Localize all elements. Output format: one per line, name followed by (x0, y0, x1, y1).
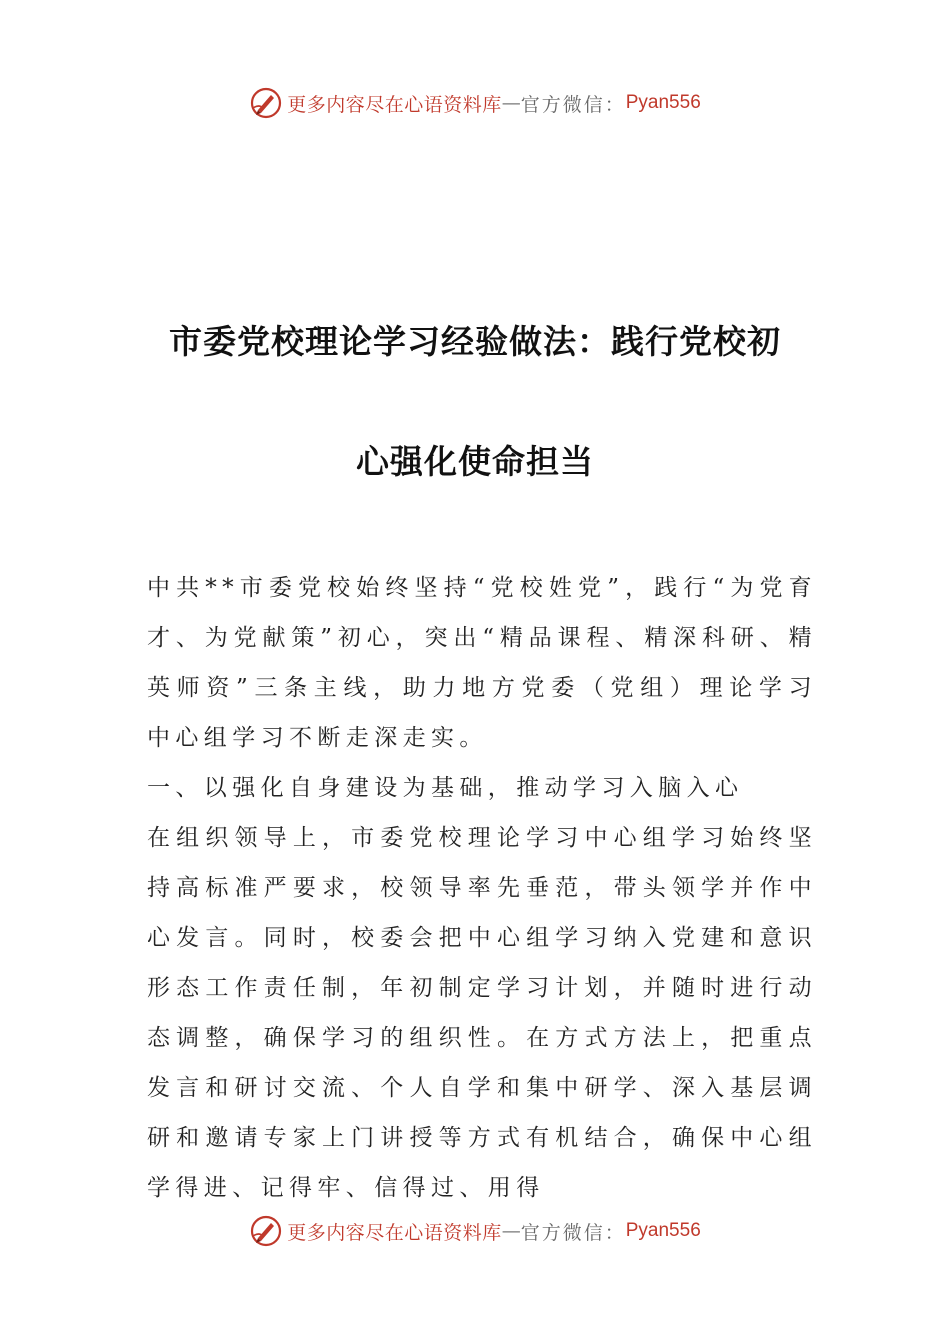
watermark-wechat-label: 官方微信： (520, 1221, 626, 1244)
document-title-line-1: 市委党校理论学习经验做法：践行党校初 (169, 322, 781, 361)
header-watermark (0, 83, 950, 123)
paragraph-organization: 在组织领导上，市委党校理论学习中心组学习始终坚持高标准严要求，校领导率先垂范，带头领学并作中心发言。同时，校委会把中心组学习纳入党建和意识形态工作责任制，年初制定学习计划，并随时进行动态调整，确保学习的组织性。在方式方法上，把重点发言和研讨交流、个人自学和集中研学、深入基层调研和邀请专家上门讲授等方式有机结合，确保中心组学得进、记得牢、信得过、用得 (147, 825, 817, 1201)
watermark-wechat-id: Pyan556 (625, 92, 701, 113)
section-heading-1: 一、以强化自身建设为基础，推动学习入脑入心 (147, 775, 744, 801)
document-body (147, 563, 817, 1213)
watermark-brand-text: 更多内容尽在心语资料库 (287, 1221, 502, 1244)
watermark-wechat-id: Pyan556 (625, 1220, 701, 1241)
watermark-brand-text: 更多内容尽在心语资料库 (287, 93, 502, 116)
pen-circle-logo-icon (249, 1214, 283, 1248)
document-title-line-2: 心强化使命担当 (356, 442, 594, 481)
paragraph-intro: 中共**市委党校始终坚持“党校姓党”，践行“为党育才、为党献策”初心，突出“精品课程、精深科研、精英师资”三条主线，助力地方党委（党组）理论学习中心组学习不断走深走实。 (147, 575, 817, 751)
watermark-separator: — (501, 92, 521, 114)
watermark-wechat-label: 官方微信： (520, 93, 626, 116)
watermark-separator: — (501, 1220, 521, 1242)
pen-circle-logo-icon (249, 86, 283, 120)
footer-watermark (0, 1211, 950, 1251)
